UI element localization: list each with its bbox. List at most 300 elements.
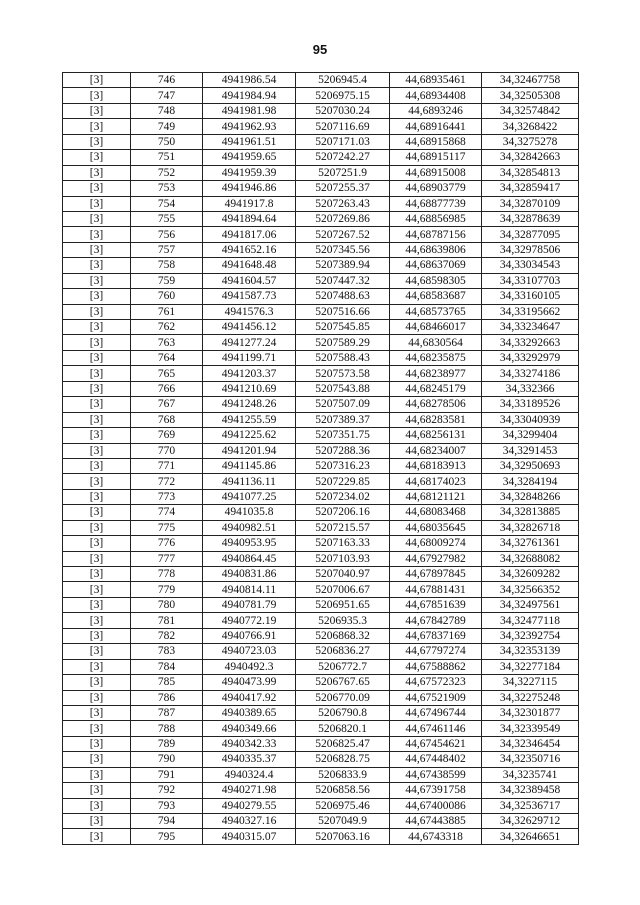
- source-ref-cell: [3]: [63, 814, 131, 829]
- latitude-cell: 44,6743318: [390, 829, 482, 844]
- longitude-cell: 34,332366: [482, 381, 579, 396]
- point-number-cell: 748: [131, 103, 203, 118]
- latitude-cell: 44,67400086: [390, 798, 482, 813]
- latitude-cell: 44,68083468: [390, 505, 482, 520]
- source-ref-cell: [3]: [63, 520, 131, 535]
- point-number-cell: 779: [131, 582, 203, 597]
- table-row: [63, 366, 579, 381]
- table-row: [63, 289, 579, 304]
- table-row: [63, 721, 579, 736]
- point-number-cell: 784: [131, 659, 203, 674]
- x-coordinate-cell: 4941255.59: [203, 412, 296, 427]
- table-row: [63, 582, 579, 597]
- source-ref-cell: [3]: [63, 582, 131, 597]
- y-coordinate-cell: 5207545.85: [296, 320, 390, 335]
- latitude-cell: 44,68934408: [390, 88, 482, 103]
- latitude-cell: 44,68916441: [390, 119, 482, 134]
- x-coordinate-cell: 4940864.45: [203, 551, 296, 566]
- point-number-cell: 764: [131, 350, 203, 365]
- point-number-cell: 777: [131, 551, 203, 566]
- longitude-cell: 34,32813885: [482, 505, 579, 520]
- y-coordinate-cell: 5206825.47: [296, 736, 390, 751]
- source-ref-cell: [3]: [63, 798, 131, 813]
- table-row: [63, 304, 579, 319]
- point-number-cell: 783: [131, 644, 203, 659]
- longitude-cell: 34,33107703: [482, 273, 579, 288]
- latitude-cell: 44,67588862: [390, 659, 482, 674]
- source-ref-cell: [3]: [63, 320, 131, 335]
- y-coordinate-cell: 5206770.09: [296, 690, 390, 705]
- x-coordinate-cell: 4941648.48: [203, 258, 296, 273]
- longitude-cell: 34,32688082: [482, 551, 579, 566]
- x-coordinate-cell: 4940766.91: [203, 628, 296, 643]
- latitude-cell: 44,68915868: [390, 134, 482, 149]
- table-row: [63, 551, 579, 566]
- longitude-cell: 34,32339549: [482, 721, 579, 736]
- table-row: [63, 181, 579, 196]
- y-coordinate-cell: 5207049.9: [296, 814, 390, 829]
- x-coordinate-cell: 4941145.86: [203, 458, 296, 473]
- source-ref-cell: [3]: [63, 458, 131, 473]
- source-ref-cell: [3]: [63, 567, 131, 582]
- x-coordinate-cell: 4941984.94: [203, 88, 296, 103]
- latitude-cell: 44,68283581: [390, 412, 482, 427]
- longitude-cell: 34,32505308: [482, 88, 579, 103]
- source-ref-cell: [3]: [63, 551, 131, 566]
- y-coordinate-cell: 5207255.37: [296, 181, 390, 196]
- longitude-cell: 34,32761361: [482, 536, 579, 551]
- longitude-cell: 34,32646651: [482, 829, 579, 844]
- table-row: [63, 397, 579, 412]
- source-ref-cell: [3]: [63, 783, 131, 798]
- y-coordinate-cell: 5207267.52: [296, 227, 390, 242]
- y-coordinate-cell: 5207116.69: [296, 119, 390, 134]
- y-coordinate-cell: 5207588.43: [296, 350, 390, 365]
- point-number-cell: 791: [131, 767, 203, 782]
- latitude-cell: 44,68915117: [390, 150, 482, 165]
- point-number-cell: 758: [131, 258, 203, 273]
- source-ref-cell: [3]: [63, 88, 131, 103]
- table-row: [63, 103, 579, 118]
- x-coordinate-cell: 4941203.37: [203, 366, 296, 381]
- x-coordinate-cell: 4940982.51: [203, 520, 296, 535]
- table-row: [63, 597, 579, 612]
- source-ref-cell: [3]: [63, 736, 131, 751]
- longitude-cell: 34,3227115: [482, 675, 579, 690]
- latitude-cell: 44,68183913: [390, 458, 482, 473]
- latitude-cell: 44,68903779: [390, 181, 482, 196]
- coordinates-table-body: [63, 73, 579, 845]
- table-row: [63, 705, 579, 720]
- point-number-cell: 767: [131, 397, 203, 412]
- latitude-cell: 44,67496744: [390, 705, 482, 720]
- x-coordinate-cell: 4940349.66: [203, 721, 296, 736]
- longitude-cell: 34,32978506: [482, 242, 579, 257]
- source-ref-cell: [3]: [63, 73, 131, 88]
- longitude-cell: 34,32566352: [482, 582, 579, 597]
- x-coordinate-cell: 4941035.8: [203, 505, 296, 520]
- y-coordinate-cell: 5207063.16: [296, 829, 390, 844]
- x-coordinate-cell: 4941961.51: [203, 134, 296, 149]
- y-coordinate-cell: 5206820.1: [296, 721, 390, 736]
- point-number-cell: 773: [131, 489, 203, 504]
- longitude-cell: 34,3299404: [482, 428, 579, 443]
- latitude-cell: 44,68256131: [390, 428, 482, 443]
- point-number-cell: 776: [131, 536, 203, 551]
- latitude-cell: 44,68598305: [390, 273, 482, 288]
- y-coordinate-cell: 5206772.7: [296, 659, 390, 674]
- longitude-cell: 34,33189526: [482, 397, 579, 412]
- x-coordinate-cell: 4940831.86: [203, 567, 296, 582]
- table-row: [63, 520, 579, 535]
- table-row: [63, 412, 579, 427]
- table-row: [63, 350, 579, 365]
- y-coordinate-cell: 5207543.88: [296, 381, 390, 396]
- point-number-cell: 755: [131, 211, 203, 226]
- table-row: [63, 767, 579, 782]
- source-ref-cell: [3]: [63, 628, 131, 643]
- point-number-cell: 762: [131, 320, 203, 335]
- point-number-cell: 786: [131, 690, 203, 705]
- table-row: [63, 320, 579, 335]
- table-row: [63, 613, 579, 628]
- source-ref-cell: [3]: [63, 181, 131, 196]
- latitude-cell: 44,67454621: [390, 736, 482, 751]
- y-coordinate-cell: 5207215.57: [296, 520, 390, 535]
- table-row: [63, 505, 579, 520]
- longitude-cell: 34,3284194: [482, 474, 579, 489]
- x-coordinate-cell: 4941917.8: [203, 196, 296, 211]
- point-number-cell: 747: [131, 88, 203, 103]
- y-coordinate-cell: 5206858.56: [296, 783, 390, 798]
- y-coordinate-cell: 5207589.29: [296, 335, 390, 350]
- point-number-cell: 795: [131, 829, 203, 844]
- y-coordinate-cell: 5206935.3: [296, 613, 390, 628]
- table-row: [63, 273, 579, 288]
- latitude-cell: 44,68573765: [390, 304, 482, 319]
- longitude-cell: 34,3275278: [482, 134, 579, 149]
- latitude-cell: 44,68121121: [390, 489, 482, 504]
- table-row: [63, 814, 579, 829]
- table-row: [63, 644, 579, 659]
- x-coordinate-cell: 4940335.37: [203, 752, 296, 767]
- longitude-cell: 34,32877095: [482, 227, 579, 242]
- latitude-cell: 44,68238977: [390, 366, 482, 381]
- y-coordinate-cell: 5207507.09: [296, 397, 390, 412]
- x-coordinate-cell: 4941587.73: [203, 289, 296, 304]
- latitude-cell: 44,6893246: [390, 103, 482, 118]
- latitude-cell: 44,68935461: [390, 73, 482, 88]
- point-number-cell: 756: [131, 227, 203, 242]
- longitude-cell: 34,32275248: [482, 690, 579, 705]
- source-ref-cell: [3]: [63, 428, 131, 443]
- x-coordinate-cell: 4941946.86: [203, 181, 296, 196]
- x-coordinate-cell: 4940473.99: [203, 675, 296, 690]
- latitude-cell: 44,68787156: [390, 227, 482, 242]
- source-ref-cell: [3]: [63, 659, 131, 674]
- point-number-cell: 771: [131, 458, 203, 473]
- source-ref-cell: [3]: [63, 119, 131, 134]
- point-number-cell: 794: [131, 814, 203, 829]
- point-number-cell: 790: [131, 752, 203, 767]
- point-number-cell: 751: [131, 150, 203, 165]
- x-coordinate-cell: 4940953.95: [203, 536, 296, 551]
- y-coordinate-cell: 5207242.27: [296, 150, 390, 165]
- latitude-cell: 44,67837169: [390, 628, 482, 643]
- longitude-cell: 34,32346454: [482, 736, 579, 751]
- longitude-cell: 34,33274186: [482, 366, 579, 381]
- x-coordinate-cell: 4941201.94: [203, 443, 296, 458]
- longitude-cell: 34,32859417: [482, 181, 579, 196]
- x-coordinate-cell: 4941817.06: [203, 227, 296, 242]
- latitude-cell: 44,67438599: [390, 767, 482, 782]
- table-row: [63, 567, 579, 582]
- latitude-cell: 44,67881431: [390, 582, 482, 597]
- y-coordinate-cell: 5207573.58: [296, 366, 390, 381]
- page-number: 95: [312, 42, 328, 57]
- latitude-cell: 44,67461146: [390, 721, 482, 736]
- y-coordinate-cell: 5207488.63: [296, 289, 390, 304]
- table-row: [63, 134, 579, 149]
- table-row: [63, 258, 579, 273]
- y-coordinate-cell: 5207234.02: [296, 489, 390, 504]
- longitude-cell: 34,32848266: [482, 489, 579, 504]
- latitude-cell: 44,68856985: [390, 211, 482, 226]
- table-row: [63, 242, 579, 257]
- longitude-cell: 34,33292663: [482, 335, 579, 350]
- latitude-cell: 44,67443885: [390, 814, 482, 829]
- source-ref-cell: [3]: [63, 134, 131, 149]
- y-coordinate-cell: 5207263.43: [296, 196, 390, 211]
- table-row: [63, 211, 579, 226]
- y-coordinate-cell: 5206833.9: [296, 767, 390, 782]
- y-coordinate-cell: 5207316.23: [296, 458, 390, 473]
- y-coordinate-cell: 5206975.46: [296, 798, 390, 813]
- source-ref-cell: [3]: [63, 752, 131, 767]
- longitude-cell: 34,32574842: [482, 103, 579, 118]
- x-coordinate-cell: 4940271.98: [203, 783, 296, 798]
- point-number-cell: 765: [131, 366, 203, 381]
- x-coordinate-cell: 4940417.92: [203, 690, 296, 705]
- y-coordinate-cell: 5207103.93: [296, 551, 390, 566]
- table-row: [63, 150, 579, 165]
- y-coordinate-cell: 5207206.16: [296, 505, 390, 520]
- point-number-cell: 787: [131, 705, 203, 720]
- latitude-cell: 44,67842789: [390, 613, 482, 628]
- y-coordinate-cell: 5206951.65: [296, 597, 390, 612]
- source-ref-cell: [3]: [63, 412, 131, 427]
- source-ref-cell: [3]: [63, 196, 131, 211]
- y-coordinate-cell: 5206836.27: [296, 644, 390, 659]
- latitude-cell: 44,68637069: [390, 258, 482, 273]
- longitude-cell: 34,32629712: [482, 814, 579, 829]
- point-number-cell: 772: [131, 474, 203, 489]
- point-number-cell: 785: [131, 675, 203, 690]
- source-ref-cell: [3]: [63, 366, 131, 381]
- point-number-cell: 782: [131, 628, 203, 643]
- source-ref-cell: [3]: [63, 335, 131, 350]
- y-coordinate-cell: 5207288.36: [296, 443, 390, 458]
- x-coordinate-cell: 4941981.98: [203, 103, 296, 118]
- longitude-cell: 34,32497561: [482, 597, 579, 612]
- x-coordinate-cell: 4940772.19: [203, 613, 296, 628]
- longitude-cell: 34,32870109: [482, 196, 579, 211]
- point-number-cell: 750: [131, 134, 203, 149]
- source-ref-cell: [3]: [63, 258, 131, 273]
- source-ref-cell: [3]: [63, 690, 131, 705]
- y-coordinate-cell: 5207229.85: [296, 474, 390, 489]
- point-number-cell: 781: [131, 613, 203, 628]
- source-ref-cell: [3]: [63, 227, 131, 242]
- table-row: [63, 690, 579, 705]
- source-ref-cell: [3]: [63, 505, 131, 520]
- y-coordinate-cell: 5206868.32: [296, 628, 390, 643]
- source-ref-cell: [3]: [63, 675, 131, 690]
- longitude-cell: 34,33034543: [482, 258, 579, 273]
- source-ref-cell: [3]: [63, 489, 131, 504]
- latitude-cell: 44,68035645: [390, 520, 482, 535]
- table-row: [63, 628, 579, 643]
- point-number-cell: 763: [131, 335, 203, 350]
- latitude-cell: 44,68583687: [390, 289, 482, 304]
- table-row: [63, 829, 579, 844]
- source-ref-cell: [3]: [63, 350, 131, 365]
- source-ref-cell: [3]: [63, 397, 131, 412]
- point-number-cell: 753: [131, 181, 203, 196]
- point-number-cell: 760: [131, 289, 203, 304]
- y-coordinate-cell: 5207269.86: [296, 211, 390, 226]
- x-coordinate-cell: 4941277.24: [203, 335, 296, 350]
- source-ref-cell: [3]: [63, 613, 131, 628]
- longitude-cell: 34,32392754: [482, 628, 579, 643]
- point-number-cell: 749: [131, 119, 203, 134]
- point-number-cell: 769: [131, 428, 203, 443]
- longitude-cell: 34,32536717: [482, 798, 579, 813]
- longitude-cell: 34,32353139: [482, 644, 579, 659]
- y-coordinate-cell: 5207163.33: [296, 536, 390, 551]
- table-row: [63, 736, 579, 751]
- x-coordinate-cell: 4941959.39: [203, 165, 296, 180]
- latitude-cell: 44,68639806: [390, 242, 482, 257]
- table-row: [63, 675, 579, 690]
- x-coordinate-cell: 4941962.93: [203, 119, 296, 134]
- x-coordinate-cell: 4941986.54: [203, 73, 296, 88]
- latitude-cell: 44,67797274: [390, 644, 482, 659]
- x-coordinate-cell: 4940389.65: [203, 705, 296, 720]
- longitude-cell: 34,33040939: [482, 412, 579, 427]
- point-number-cell: 775: [131, 520, 203, 535]
- x-coordinate-cell: 4941604.57: [203, 273, 296, 288]
- x-coordinate-cell: 4941576.3: [203, 304, 296, 319]
- source-ref-cell: [3]: [63, 103, 131, 118]
- point-number-cell: 780: [131, 597, 203, 612]
- source-ref-cell: [3]: [63, 242, 131, 257]
- longitude-cell: 34,33234647: [482, 320, 579, 335]
- longitude-cell: 34,32389458: [482, 783, 579, 798]
- longitude-cell: 34,32277184: [482, 659, 579, 674]
- source-ref-cell: [3]: [63, 536, 131, 551]
- longitude-cell: 34,32477118: [482, 613, 579, 628]
- latitude-cell: 44,67851639: [390, 597, 482, 612]
- y-coordinate-cell: 5207030.24: [296, 103, 390, 118]
- longitude-cell: 34,32467758: [482, 73, 579, 88]
- point-number-cell: 759: [131, 273, 203, 288]
- latitude-cell: 44,67521909: [390, 690, 482, 705]
- latitude-cell: 44,67448402: [390, 752, 482, 767]
- longitude-cell: 34,32854813: [482, 165, 579, 180]
- x-coordinate-cell: 4941199.71: [203, 350, 296, 365]
- longitude-cell: 34,32950693: [482, 458, 579, 473]
- table-row: [63, 783, 579, 798]
- y-coordinate-cell: 5206945.4: [296, 73, 390, 88]
- longitude-cell: 34,32826718: [482, 520, 579, 535]
- latitude-cell: 44,68245179: [390, 381, 482, 396]
- y-coordinate-cell: 5206828.75: [296, 752, 390, 767]
- point-number-cell: 752: [131, 165, 203, 180]
- source-ref-cell: [3]: [63, 381, 131, 396]
- y-coordinate-cell: 5206975.15: [296, 88, 390, 103]
- y-coordinate-cell: 5207351.75: [296, 428, 390, 443]
- y-coordinate-cell: 5207006.67: [296, 582, 390, 597]
- point-number-cell: 792: [131, 783, 203, 798]
- point-number-cell: 788: [131, 721, 203, 736]
- point-number-cell: 746: [131, 73, 203, 88]
- y-coordinate-cell: 5207345.56: [296, 242, 390, 257]
- x-coordinate-cell: 4940781.79: [203, 597, 296, 612]
- x-coordinate-cell: 4941225.62: [203, 428, 296, 443]
- longitude-cell: 34,33195662: [482, 304, 579, 319]
- table-row: [63, 443, 579, 458]
- y-coordinate-cell: 5207389.94: [296, 258, 390, 273]
- table-row: [63, 119, 579, 134]
- x-coordinate-cell: 4940324.4: [203, 767, 296, 782]
- table-row: [63, 474, 579, 489]
- x-coordinate-cell: 4940342.33: [203, 736, 296, 751]
- table-row: [63, 489, 579, 504]
- y-coordinate-cell: 5207040.97: [296, 567, 390, 582]
- x-coordinate-cell: 4940315.07: [203, 829, 296, 844]
- latitude-cell: 44,68174023: [390, 474, 482, 489]
- point-number-cell: 774: [131, 505, 203, 520]
- table-row: [63, 752, 579, 767]
- table-row: [63, 798, 579, 813]
- point-number-cell: 757: [131, 242, 203, 257]
- table-row: [63, 88, 579, 103]
- longitude-cell: 34,33292979: [482, 350, 579, 365]
- x-coordinate-cell: 4941136.11: [203, 474, 296, 489]
- source-ref-cell: [3]: [63, 443, 131, 458]
- point-number-cell: 789: [131, 736, 203, 751]
- y-coordinate-cell: 5207516.66: [296, 304, 390, 319]
- table-row: [63, 659, 579, 674]
- x-coordinate-cell: 4941456.12: [203, 320, 296, 335]
- latitude-cell: 44,67572323: [390, 675, 482, 690]
- latitude-cell: 44,68915008: [390, 165, 482, 180]
- table-row: [63, 196, 579, 211]
- latitude-cell: 44,6830564: [390, 335, 482, 350]
- source-ref-cell: [3]: [63, 165, 131, 180]
- y-coordinate-cell: 5207171.03: [296, 134, 390, 149]
- source-ref-cell: [3]: [63, 211, 131, 226]
- source-ref-cell: [3]: [63, 705, 131, 720]
- longitude-cell: 34,32301877: [482, 705, 579, 720]
- latitude-cell: 44,67927982: [390, 551, 482, 566]
- point-number-cell: 754: [131, 196, 203, 211]
- table-row: [63, 381, 579, 396]
- longitude-cell: 34,32878639: [482, 211, 579, 226]
- table-row: [63, 428, 579, 443]
- x-coordinate-cell: 4940723.03: [203, 644, 296, 659]
